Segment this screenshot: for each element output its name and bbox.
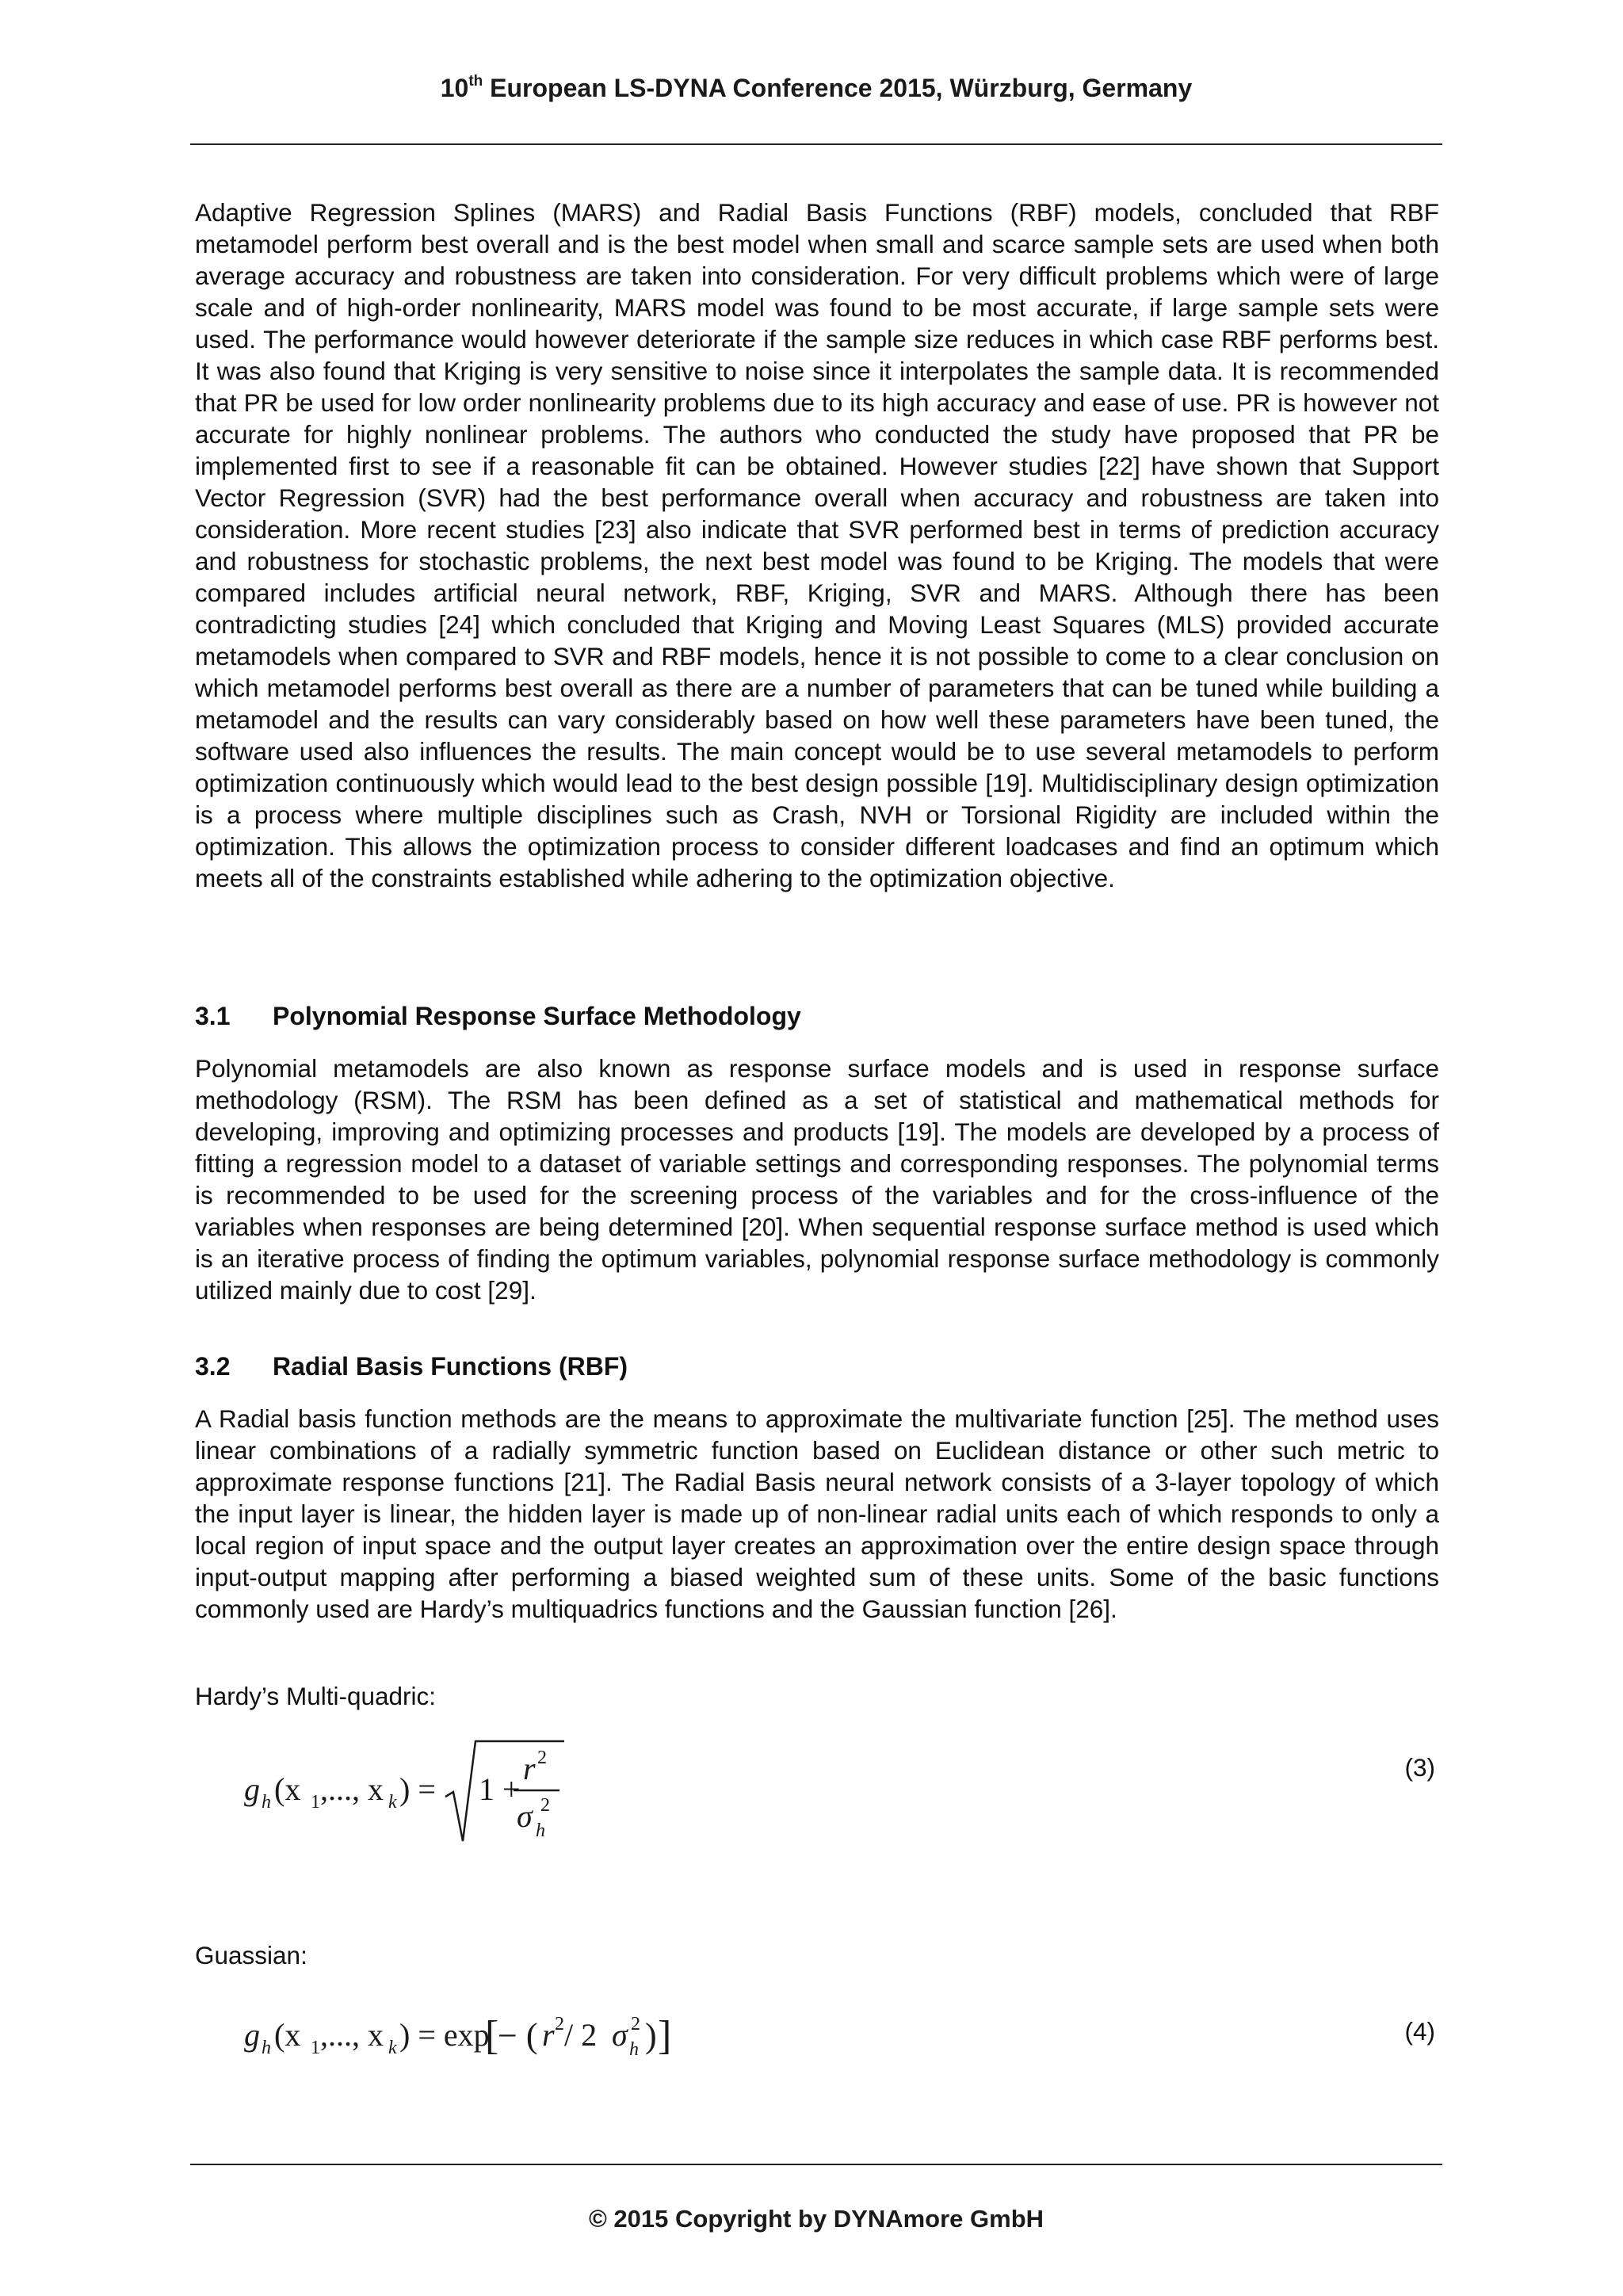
eq4-sigma-sub-h: h [629,2039,639,2060]
section-3-1-heading [195,1000,1439,1032]
section-3-1-paragraph: Polynomial metamodels are also known as response surface models and is used in response surface methodology (RSM). The RSM has been defined as a set of statistical and mathematical methods for developing, improving and optimizing processes and products [19]. The models are developed by a process of fitting a regression model to a dataset of variable settings and corresponding responses. The polynomial terms is recommended to be used for the screening process of the variables and for the cross-influence of the variables when responses are being determined [20]. When sequential response surface method is used which is an iterative process of finding the optimum variables, polynomial response surface methodology is commonly utilized mainly due to cost [29]. [195,1054,1439,1305]
header-number: 10 [440,74,469,102]
equation-3-label: Hardy’s Multi-quadric: [195,1682,437,1710]
eq4-sigma: σ [612,2017,628,2053]
section-3-1-title: Polynomial Response Surface Methodology [273,1002,801,1030]
copyright-footer: © 2015 Copyright by DYNAmore GmbH [588,2205,1044,2233]
section-3-2-body [195,1403,1439,1625]
equation-4-label: Guassian: [195,1941,307,1969]
eq4-close-bracket: ] [658,2013,672,2058]
header-title: European LS-DYNA Conference 2015, Würzburg, Germany [483,74,1193,102]
section-3-2-paragraph: A Radial basis function methods are the means to approximate the multivariate function [25]. The method uses linear combinations of a radially symmetric function based on Euclidean distance or other such metric to approximate response functions [21]. The Radial Basis neural network consists of a 3-layer topology of which the input layer is linear, the hidden layer is made up of non-linear radial units each of which responds to only a local region of input space and the output layer creates an approximation over the entire design space through input-output mapping after performing a biased weighted sum of these units. Some of the basic functions commonly used are Hardy’s multiquadrics functions and the Gaussian function [26]. [195,1404,1439,1623]
eq3-equals: ) = [399,1771,436,1807]
eq4-sub-1: 1 [311,2038,320,2058]
eq3-sigma-sub-h: h [536,1820,545,1841]
equation-4-number: (4) [1404,2017,1435,2046]
eq4-sub-k: k [388,2038,397,2058]
section-3-2-number: 3.2 [195,1352,231,1381]
eq4-open-bracket: [ [485,2013,499,2058]
section-3-2-heading [195,1350,1439,1382]
eq4-ellipsis: ,..., x [320,2017,384,2053]
eq3-one-plus: 1 + [479,1771,521,1807]
eq4-sub-h: h [262,2038,271,2058]
section-3-1-body [195,1052,1439,1306]
eq3-sub-1: 1 [311,1792,320,1813]
section-3-1 [195,1000,1439,1032]
running-header [190,73,1442,103]
eq4-close-paren: ) [645,2016,657,2055]
intro-block [195,197,1439,894]
eq3-sub-k: k [388,1792,397,1813]
section-3-2 [195,1350,1439,1382]
eq3-g: g [244,1771,260,1807]
eq3-r-sq: 2 [537,1748,547,1768]
header-superscript: th [468,73,483,90]
eq4-equals-exp: ) = exp [399,2017,490,2053]
equation-3-number: (3) [1404,1753,1435,1782]
eq4-r: r [542,2017,555,2053]
section-3-1-number: 3.1 [195,1002,231,1030]
eq3-sub-h: h [262,1792,271,1813]
eq3-r: r [523,1751,536,1786]
equation-4-formula [238,1993,682,2073]
intro-paragraph: Adaptive Regression Splines (MARS) and Radial Basis Functions (RBF) models, concluded that RBF metamodel perform best overall and is the best model when small and scarce sample sets are used when both average accuracy and robustness are taken into consideration. For very difficult problems which were of large scale and of high-order nonlinearity, MARS model was found to be most accurate, if large sample sets were used. The performance would however deteriorate if the sample size reduces in which case RBF performs best. It was also found that Kriging is very sensitive to noise since it interpolates the sample data. It is recommended that PR be used for low order nonlinearity problems due to its high accuracy and ease of use. PR is however not accurate for highly nonlinear problems. The authors who conducted the study have proposed that PR be implemented first to see if a reasonable fit can be obtained. However studies [22] have shown that Support Vector Regression (SVR) had the best performance overall when accuracy and robustness are taken into consideration. More recent studies [23] also indicate that SVR performed best in terms of prediction accuracy and robustness for stochastic problems, the next best model was found to be Kriging. The models that were compared includes artificial neural network, RBF, Kriging, SVR and MARS. Although there has been contradicting studies [24] which concluded that Kriging and Moving Least Squares (MLS) provided accurate metamodels when compared to SVR and RBF models, hence it is not possible to come to a clear conclusion on which metamodel performs best overall as there are a number of parameters that can be tuned while building a metamodel and the results can vary considerably based on how well these parameters have been tuned, the software used also influences the results. The main concept would be to use several metamodels to perform optimization continuously which would lead to the best design possible [19]. Multidisciplinary design optimization is a process where multiple disciplines such as Crash, NVH or Torsional Rigidity are included within the optimization. This allows the optimization process to consider different loadcases and find an optimum which meets all of the constraints established while adhering to the optimization objective. [195,198,1439,892]
eq3-sigma-sq: 2 [540,1795,550,1816]
eq4-slash-two: / 2 [564,2017,598,2053]
eq3-sigma: σ [517,1798,533,1834]
eq4-r-sq: 2 [555,2014,564,2034]
equation-3-formula [238,1724,571,1851]
eq4-g: g [244,2017,260,2053]
footer-rule [190,2164,1442,2165]
eq4-minus-paren: − ( [498,2016,538,2055]
eq4-lhs-open: (x [274,2017,301,2053]
section-3-2-title: Radial Basis Functions (RBF) [273,1352,628,1381]
eq3-lhs-open: (x [274,1771,301,1807]
eq4-sigma-sq: 2 [631,2014,640,2034]
eq3-ellipsis: ,..., x [320,1771,384,1807]
header-rule [190,143,1442,145]
